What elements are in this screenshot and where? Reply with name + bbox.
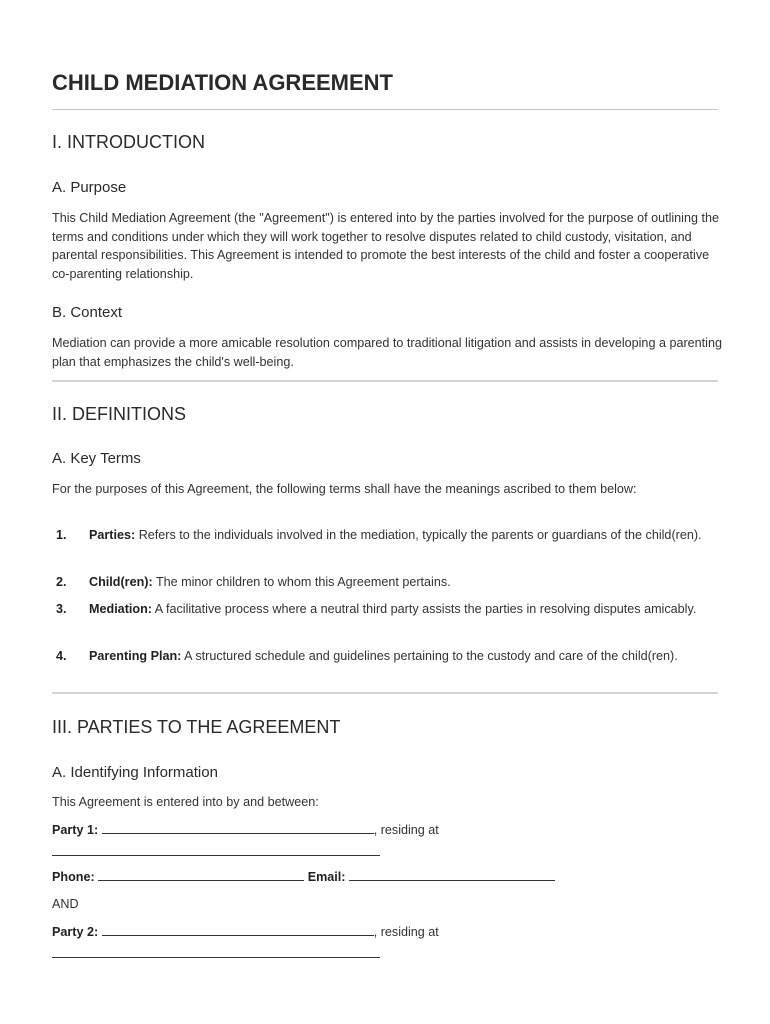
party1-name-field[interactable] — [102, 823, 374, 834]
list-item-number: 2. — [56, 575, 67, 589]
residing-label: , residing at — [373, 925, 439, 939]
phone-label: Phone: — [52, 870, 95, 884]
section-introduction-heading: I. INTRODUCTION — [52, 132, 205, 152]
parties-lead-text: This Agreement is entered into by and between: — [52, 795, 319, 809]
definition-term: Mediation: — [89, 602, 152, 616]
party1-address-line — [52, 845, 380, 859]
email-label: Email: — [307, 870, 346, 884]
purpose-heading: A. Purpose — [52, 179, 127, 196]
section-definitions-heading: II. DEFINITIONS — [52, 404, 187, 424]
party2-line — [52, 925, 439, 939]
party2-address-field[interactable] — [52, 947, 380, 958]
party2-address-line — [52, 947, 380, 961]
list-item — [89, 647, 719, 666]
definition-text: The minor children to whom this Agreement pertains. — [152, 575, 451, 589]
context-heading: B. Context — [52, 304, 123, 321]
phone-field[interactable] — [98, 870, 304, 881]
definition-term: Parenting Plan: — [89, 649, 182, 663]
definition-term: Parties: — [89, 528, 136, 542]
purpose-paragraph: This Child Mediation Agreement (the "Agreement") is entered into by the parties involved for the purpose of outlining the terms and conditions under which they will work together to resolve disputes related to child custody, visitation, and parental responsibilities. This Agreement is intended to promote the best interests of the child and foster a cooperative co-parenting relationship. — [52, 211, 719, 281]
definition-term: Child(ren): — [89, 575, 153, 589]
definition-text: A structured schedule and guidelines pertaining to the custody and care of the child(ren). — [181, 649, 678, 663]
context-paragraph: Mediation can provide a more amicable resolution compared to traditional litigation and assists in developing a parenting plan that emphasizes the child's well-being. — [52, 336, 722, 369]
document-title: CHILD MEDIATION AGREEMENT — [52, 70, 393, 95]
list-item — [89, 600, 699, 619]
party1-line — [52, 823, 439, 837]
party2-label: Party 2: — [52, 925, 99, 939]
section-divider — [52, 380, 718, 382]
list-item — [89, 573, 719, 592]
and-label: AND — [52, 897, 79, 911]
section-divider — [52, 692, 718, 694]
definition-text: Refers to the individuals involved in the mediation, typically the parents or guardians of the child(ren). — [135, 528, 702, 542]
key-terms-heading: A. Key Terms — [52, 450, 141, 467]
party1-address-field[interactable] — [52, 845, 380, 856]
definitions-lead-paragraph: For the purposes of this Agreement, the following terms shall have the meanings ascribed to them below: — [52, 482, 637, 496]
party1-label: Party 1: — [52, 823, 99, 837]
definition-text: A facilitative process where a neutral third party assists the parties in resolving disputes amicably. — [151, 602, 697, 616]
party2-name-field[interactable] — [102, 925, 374, 936]
identifying-information-heading: A. Identifying Information — [52, 764, 218, 781]
list-item-number: 3. — [56, 602, 67, 616]
email-field[interactable] — [349, 870, 555, 881]
list-item-number: 4. — [56, 649, 67, 663]
list-item-number: 1. — [56, 528, 67, 542]
party1-contact-line — [52, 870, 555, 884]
title-divider — [52, 109, 718, 110]
residing-label: , residing at — [373, 823, 439, 837]
section-parties-heading: III. PARTIES TO THE AGREEMENT — [52, 717, 341, 737]
list-item — [89, 526, 719, 545]
